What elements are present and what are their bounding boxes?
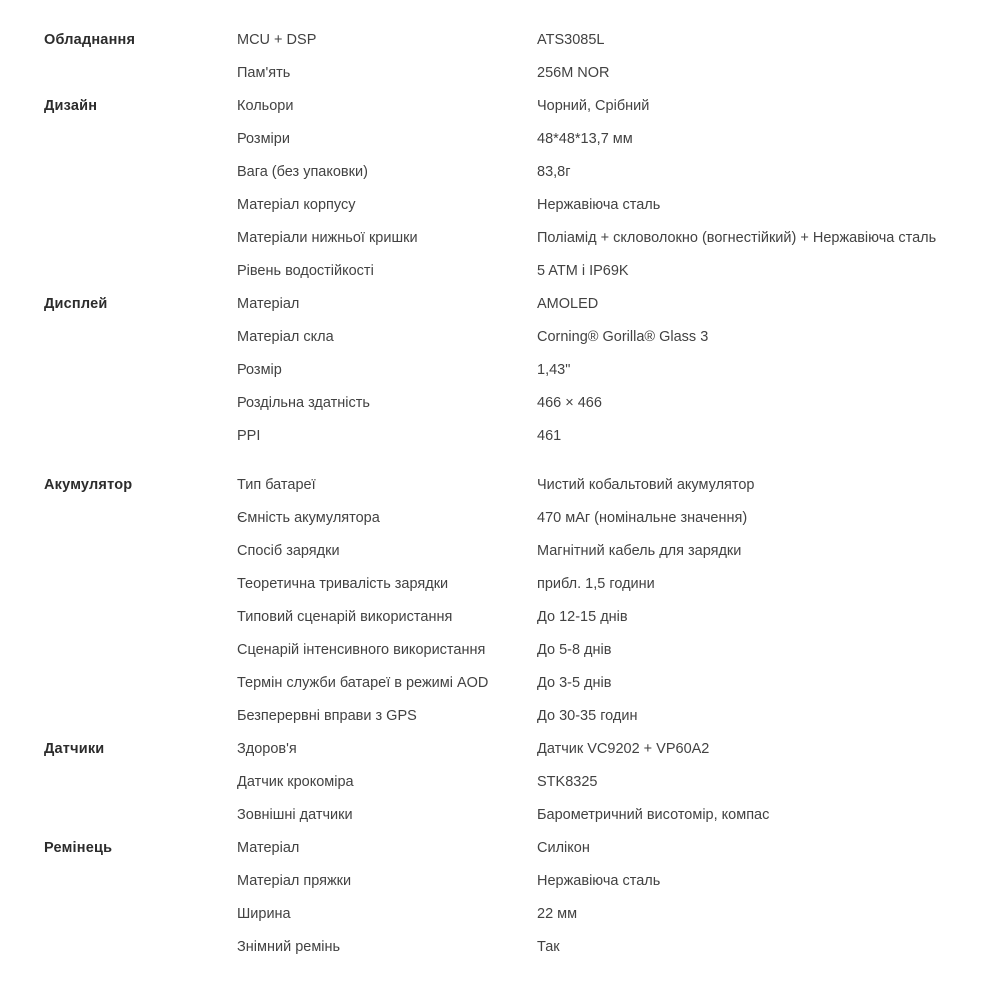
value-cell: До 5-8 днів xyxy=(537,642,612,658)
value-cell: 22 мм xyxy=(537,906,578,922)
label-cell: Термін служби батареї в режимі AOD xyxy=(237,675,489,691)
value-cell: Чорний, Срібний xyxy=(537,98,650,114)
spec-section xyxy=(44,832,970,964)
spec-row xyxy=(44,387,970,420)
value-cell: Чистий кобальтовий акумулятор xyxy=(537,477,755,493)
spec-section xyxy=(44,733,970,832)
spec-section xyxy=(44,90,970,288)
spec-row xyxy=(44,321,970,354)
label-cell: Здоров'я xyxy=(237,741,297,757)
spec-row xyxy=(44,865,970,898)
label-cell: Ємність акумулятора xyxy=(237,510,380,526)
label-cell: Теоретична тривалість зарядки xyxy=(237,576,449,592)
value-cell: 461 xyxy=(537,428,562,444)
spec-section xyxy=(44,24,970,90)
label-cell: Спосіб зарядки xyxy=(237,543,340,559)
label-cell: Матеріал пряжки xyxy=(237,873,352,889)
spec-row xyxy=(44,288,970,321)
value-cell: 5 ATM і IP69K xyxy=(537,263,629,279)
spec-row xyxy=(44,568,970,601)
label-cell: Зовнішні датчики xyxy=(237,807,353,823)
label-cell: Матеріал xyxy=(237,296,300,312)
value-cell: 256M NOR xyxy=(537,65,610,81)
spec-row xyxy=(44,57,970,90)
category-cell: Ремінець xyxy=(44,840,113,856)
label-cell: Роздільна здатність xyxy=(237,395,370,411)
value-cell: Нержавіюча сталь xyxy=(537,197,661,213)
value-cell: прибл. 1,5 години xyxy=(537,576,655,592)
value-cell: До 3-5 днів xyxy=(537,675,612,691)
spec-row xyxy=(44,24,970,57)
label-cell: Матеріал xyxy=(237,840,300,856)
spec-row xyxy=(44,667,970,700)
label-cell: Сценарій інтенсивного використання xyxy=(237,642,486,658)
value-cell: AMOLED xyxy=(537,296,599,312)
value-cell: 470 мАг (номінальне значення) xyxy=(537,510,748,526)
spec-row xyxy=(44,123,970,156)
label-cell: Матеріал корпусу xyxy=(237,197,356,213)
spec-row xyxy=(44,255,970,288)
value-cell: Барометричний висотомір, компас xyxy=(537,807,770,823)
label-cell: Типовий сценарій використання xyxy=(237,609,453,625)
spec-row xyxy=(44,189,970,222)
label-cell: Розмір xyxy=(237,362,282,378)
value-cell: 83,8г xyxy=(537,164,571,180)
label-cell: Датчик крокоміра xyxy=(237,774,354,790)
label-cell: Рівень водостійкості xyxy=(237,263,374,279)
category-cell: Акумулятор xyxy=(44,477,133,493)
value-cell: STK8325 xyxy=(537,774,598,790)
value-cell: 48*48*13,7 мм xyxy=(537,131,633,147)
spec-row xyxy=(44,354,970,387)
value-cell: До 30-35 годин xyxy=(537,708,638,724)
category-cell: Датчики xyxy=(44,741,105,757)
label-cell: Кольори xyxy=(237,98,294,114)
spec-row xyxy=(44,601,970,634)
category-cell: Дизайн xyxy=(44,98,98,114)
spec-row xyxy=(44,799,970,832)
spec-row xyxy=(44,502,970,535)
spec-row xyxy=(44,420,970,453)
spec-section xyxy=(44,288,970,453)
spec-row xyxy=(44,832,970,865)
label-cell: Матеріали нижньої кришки xyxy=(237,230,418,246)
value-cell: Поліамід + скловолокно (вогнестійкий) + Нержавіюча сталь xyxy=(537,230,937,246)
label-cell: Розміри xyxy=(237,131,290,147)
label-cell: Ширина xyxy=(237,906,291,922)
spec-section xyxy=(44,469,970,733)
spec-row xyxy=(44,931,970,964)
value-cell: Нержавіюча сталь xyxy=(537,873,661,889)
spec-row xyxy=(44,766,970,799)
value-cell: Так xyxy=(537,939,560,955)
value-cell: ATS3085L xyxy=(537,32,605,48)
spec-row xyxy=(44,469,970,502)
spec-row xyxy=(44,733,970,766)
spec-row xyxy=(44,898,970,931)
spec-row xyxy=(44,90,970,123)
value-cell: 466 × 466 xyxy=(537,395,602,411)
category-cell: Дисплей xyxy=(44,296,108,312)
label-cell: Безперервні вправи з GPS xyxy=(237,708,417,724)
label-cell: PPI xyxy=(237,428,261,444)
spec-row xyxy=(44,222,970,255)
value-cell: Датчик VC9202 + VP60A2 xyxy=(537,741,710,757)
label-cell: Тип батареї xyxy=(237,477,316,493)
spec-row xyxy=(44,700,970,733)
value-cell: Corning® Gorilla® Glass 3 xyxy=(537,329,709,345)
label-cell: Матеріал скла xyxy=(237,329,334,345)
value-cell: 1,43" xyxy=(537,362,571,378)
label-cell: MCU + DSP xyxy=(237,32,317,48)
value-cell: Магнітний кабель для зарядки xyxy=(537,543,742,559)
value-cell: До 12-15 днів xyxy=(537,609,628,625)
value-cell: Силікон xyxy=(537,840,590,856)
spec-row xyxy=(44,156,970,189)
label-cell: Вага (без упаковки) xyxy=(237,164,368,180)
label-cell: Пам'ять xyxy=(237,65,291,81)
category-cell: Обладнання xyxy=(44,32,136,48)
spec-row xyxy=(44,535,970,568)
label-cell: Знімний ремінь xyxy=(237,939,341,955)
spec-row xyxy=(44,634,970,667)
